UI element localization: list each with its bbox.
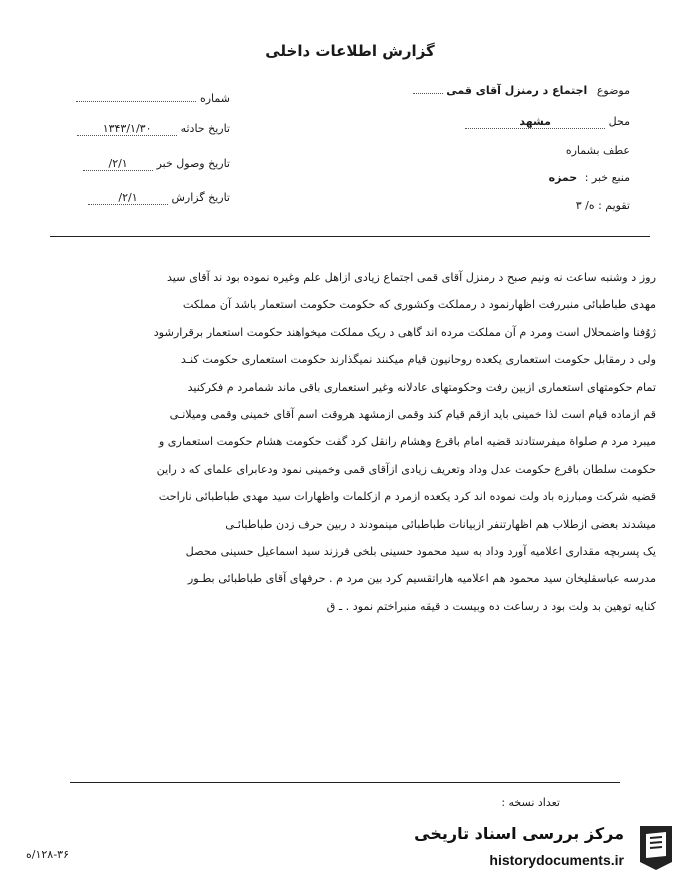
body-line: مدرسه عباسقلیخان سید محمود هم اعلامیه هاراتقسیم کرد بین مرد م . حرفهای آقای طباطبائی بطـور <box>187 572 656 586</box>
received-date-value: ۲/۱/ <box>108 157 128 170</box>
body-line: حکومت سلطان باقرع حکومت عدل وداد وتعریف زیادی ازآقای قمی وخمینی نمود ودعابرای علمای که د راین <box>156 462 656 476</box>
grading-value: ه/ ۳ <box>575 199 595 212</box>
report-body <box>56 264 656 620</box>
body-line: ژوُفنا واضمحلال است ومرد م آن مملکت مرده اند گاهی د ریک مملکت میخواهند حکومت استعمار برقرارشود <box>153 325 656 339</box>
archive-emblem-icon <box>632 822 680 874</box>
source-value: حمزه <box>548 171 578 184</box>
report-title: گزارش اطلاعات داخلی <box>265 42 435 60</box>
source-field <box>549 171 630 184</box>
body-line: میشدند بعضی ازطلاب هم اظهارتنفر ازبیانات طباطبائی مینمودند د ربین حرف زدن طباطبائـی <box>225 517 656 531</box>
reference-label: عطف بشماره <box>565 144 630 157</box>
report-date-label: تاریخ گزارش <box>171 191 230 204</box>
subject-value: اجتماع د رمنزل آقای قمی <box>446 84 588 97</box>
report-date-field <box>88 191 230 205</box>
reference-field <box>566 144 630 157</box>
subject-label: موضوع <box>596 84 630 97</box>
incident-date-field <box>77 122 230 136</box>
number-field <box>76 92 230 105</box>
source-label: منبع خبر : <box>584 171 630 184</box>
body-line: تمام حکومتهای استعماری ازبین رفت وحکومتهای عادلانه وغیر استعماری باقی ماند شمامرد م فکرکنید <box>187 380 656 394</box>
archive-name: مرکز بررسی اسناد تاریخی <box>414 824 624 843</box>
location-value: مشهد <box>519 115 551 128</box>
body-line: ولی د رمقابل حکومت استعماری یکعده روحانیون قیام میکنند نمیگذارند حکومت استعماری حکومت کنـد <box>180 353 656 367</box>
incident-date-value: ۱۳۴۳/۱/۳۰ <box>102 122 152 135</box>
body-line: یک پسربچه مقداری اعلامیه آورد وداد به سید محمود حسینی بلخی فرزند سید اسماعیل حسینی محصل <box>185 545 656 559</box>
archive-url: historydocuments.ir <box>489 852 624 868</box>
header-divider <box>50 236 650 237</box>
watermark-logo <box>386 816 686 880</box>
body-line: قم ازماده قیام است لذا خمینی باید ازقم قیام کند وقمی ازمشهد هروقت اسم آقای خمینی وقمی ومیلانـی <box>169 408 656 422</box>
location-label: محل <box>608 115 630 128</box>
copies-count-label: تعداد نسخه : <box>501 796 560 809</box>
body-line: مهدی طباطبائی منبررفت اظهارنمود د رمملکت وکشوری که حکومت حکومت استعمار باشد آن مملکت <box>182 298 656 312</box>
number-label: شماره <box>199 92 230 105</box>
footer-divider <box>70 782 620 783</box>
subject-field <box>413 84 630 97</box>
report-date-value: ۲/۱/ <box>118 191 138 204</box>
grading-field <box>576 199 630 212</box>
location-field <box>465 115 630 129</box>
received-date-field <box>83 157 230 171</box>
received-date-label: تاریخ وصول خبر <box>156 157 230 170</box>
document-code: ۱۲۸-۳۶/ه <box>26 848 69 861</box>
body-line: قضیه شرکت ومبارزه باد ولت نموده اند کرد یکعده ازمرد م ازکلمات واظهارات سید مهدی طباطبائی ناراحت <box>158 490 656 504</box>
grading-label: تقویم : <box>598 199 630 212</box>
incident-date-label: تاریخ حادثه <box>180 122 230 135</box>
body-line: کنایه توهین بد ولت بود د رساعت ده وبیست د قیقه منبراختم نمود . ـ ق <box>326 599 656 613</box>
body-line: روز د وشنبه ساعت نه ونیم صبح د رمنزل آقای قمی اجتماع زیادی ازاهل علم وغیره نموده بود ند آقای سید <box>166 271 656 284</box>
body-line: میبرد مرد م صلواة میفرستادند قضیه امام باقرع وهشام رانقل کرد گفت حکومت هشام حکومت استعماری و <box>158 435 656 449</box>
